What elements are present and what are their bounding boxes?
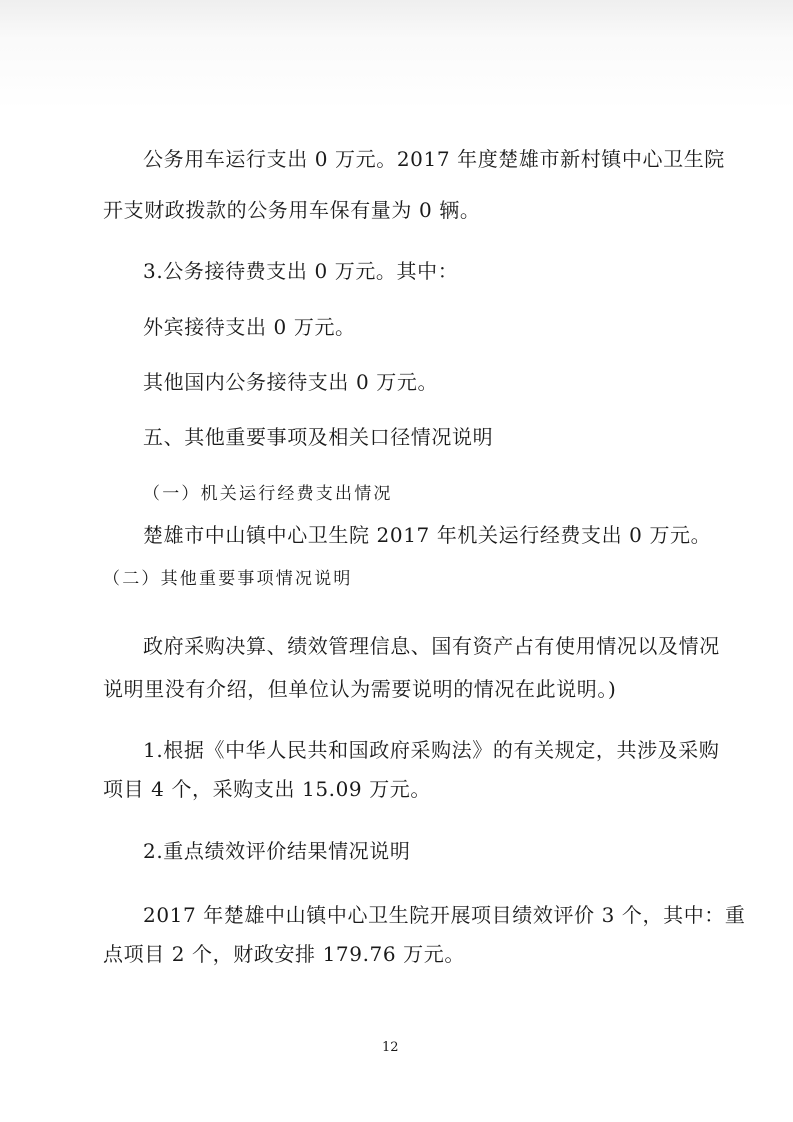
- section-heading: 五、其他重要事项及相关口径情况说明: [143, 425, 494, 449]
- paragraph-line-13: 点项目 2 个，财政安排 179.76 万元。: [103, 942, 465, 966]
- subsection-heading-1: （一）机关运行经费支出情况: [143, 484, 393, 504]
- paragraph-line-7: 政府采购决算、绩效管理信息、国有资产占有使用情况以及情况: [143, 634, 720, 658]
- paragraph-line-12: 2017 年楚雄中山镇中心卫生院开展项目绩效评价 3 个，其中：重: [143, 903, 746, 927]
- paragraph-line-1: 公务用车运行支出 0 万元。2017 年度楚雄市新村镇中心卫生院: [143, 147, 725, 171]
- paragraph-line-4: 外宾接待支出 0 万元。: [143, 315, 356, 339]
- paragraph-line-2: 开支财政拨款的公务用车保有量为 0 辆。: [103, 198, 481, 222]
- paragraph-line-9: 1.根据《中华人民共和国政府采购法》的有关规定，共涉及采购: [143, 738, 720, 762]
- paragraph-line-3: 3.公务接待费支出 0 万元。其中：: [143, 259, 459, 283]
- paragraph-line-11: 2.重点绩效评价结果情况说明: [143, 839, 411, 863]
- paragraph-line-8: 说明里没有介绍，但单位认为需要说明的情况在此说明。): [103, 677, 617, 701]
- page-number: 12: [382, 1040, 399, 1055]
- scan-shadow: [0, 0, 793, 110]
- paragraph-line-10: 项目 4 个，采购支出 15.09 万元。: [103, 777, 432, 801]
- paragraph-line-6: 楚雄市中山镇中心卫生院 2017 年机关运行经费支出 0 万元。: [143, 523, 712, 547]
- paragraph-line-5: 其他国内公务接待支出 0 万元。: [143, 370, 439, 394]
- subsection-heading-2: （二）其他重要事项情况说明: [103, 569, 353, 589]
